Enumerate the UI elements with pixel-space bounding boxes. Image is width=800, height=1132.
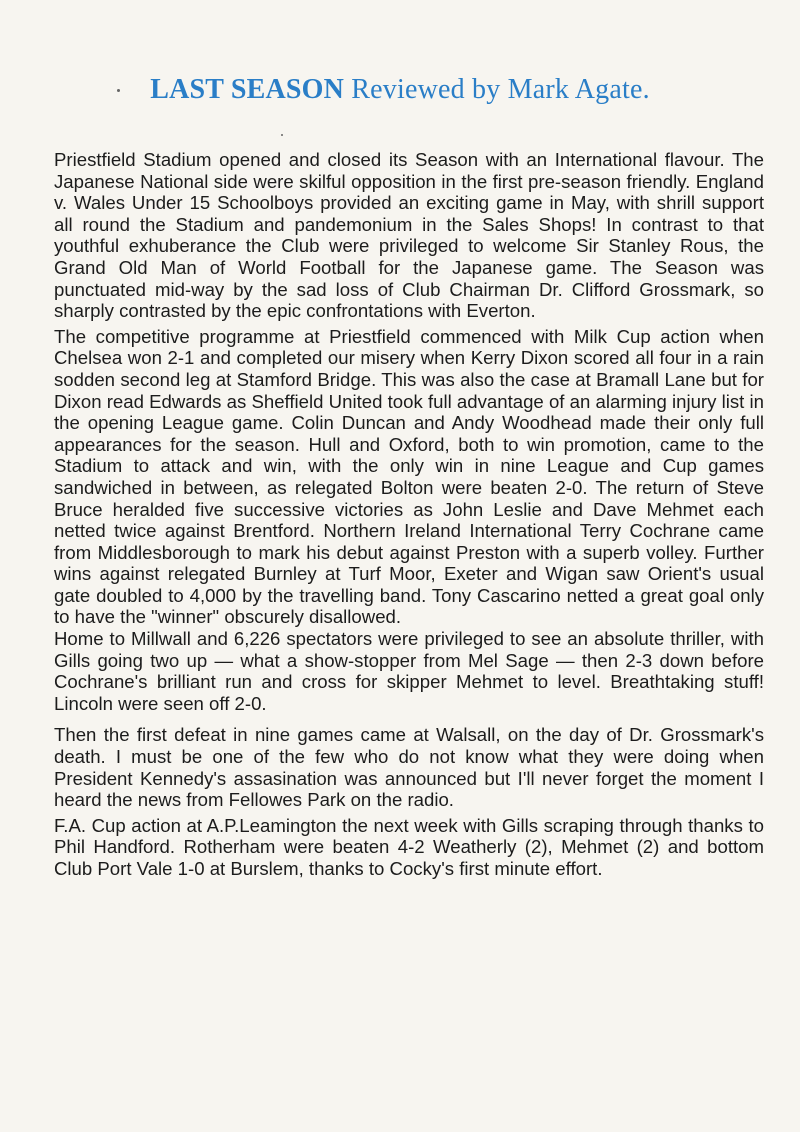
article-title — [0, 74, 800, 106]
article-body — [54, 149, 764, 884]
paragraph-walsall: Then the first defeat in nine games came at Walsall, on the day of Dr. Grossmark's death. I must be one of the few who do not know what they were doing when President Kennedy's assasination was announced but I'll never forget the moment I heard the news from Fellowes Park on the radio. — [54, 724, 764, 811]
paragraph-competitive-programme: The competitive programme at Priestfield commenced with Milk Cup action when Chelsea won 2-1 and completed our misery when Kerry Dixon scored all four in a rain sodden second leg at Stamford Bridge. This was also the case at Bramall Lane but for Dixon read Edwards as Sheffield United took full advantage of an alarming injury list in the opening League game. Colin Duncan and Andy Woodhead made their only full appearances for the season. Hull and Oxford, both to win promotion, came to the Stadium to attack and win, with the only win in nine League and Cup games sandwiched in between, as relegated Bolton were beaten 2-0. The return of Steve Bruce heralded five successive victories as John Leslie and Dave Mehmet each netted twice against Brentford. Northern Ireland International Terry Cochrane came from Middlesborough to mark his debut against Preston with a superb volley. Further wins against relegated Burnley at Turf Moor, Exeter and Wigan saw Orient's usual gate doubled to 4,000 by the travelling band. Tony Cascarino netted a great goal only to have the "winner" obscurely disallowed. — [54, 325, 764, 628]
print-speck — [281, 134, 283, 136]
print-speck — [117, 89, 120, 92]
paragraph-fa-cup: F.A. Cup action at A.P.Leamington the next week with Gills scraping through thanks to Phil Handford. Rotherham were beaten 4-2 Weatherly (2), Mehmet (2) and bottom Club Port Vale 1-0 at Burslem, thanks to Cocky's first minute effort. — [54, 814, 764, 879]
title-lead: LAST SEASON — [150, 74, 345, 105]
paragraph-millwall: Home to Millwall and 6,226 spectators were privileged to see an absolute thriller, with Gills going two up — what a show-stopper from Mel Sage — then 2-3 down before Cochrane's brilliant run and cross for skipper Mehmet to level. Breathtaking stuff! Lincoln were seen off 2-0. — [54, 628, 764, 714]
paragraph-intro: Priestfield Stadium opened and closed its Season with an International flavour. The Japanese National side were skilful opposition in the first pre-season friendly. England v. Wales Under 15 Schoolboys provided an exciting game in May, with shrill support all round the Stadium and pandemonium in the Sales Shops! In contrast to that youthful exhuberance the Club were privileged to welcome Sir Stanley Rous, the Grand Old Man of World Football for the Japanese game. The Season was punctuated mid-way by the sad loss of Club Chairman Dr. Clifford Grossmark, so sharply contrasted by the epic confrontations with Everton. — [54, 149, 764, 322]
title-byline: Reviewed by Mark Agate. — [351, 74, 650, 105]
